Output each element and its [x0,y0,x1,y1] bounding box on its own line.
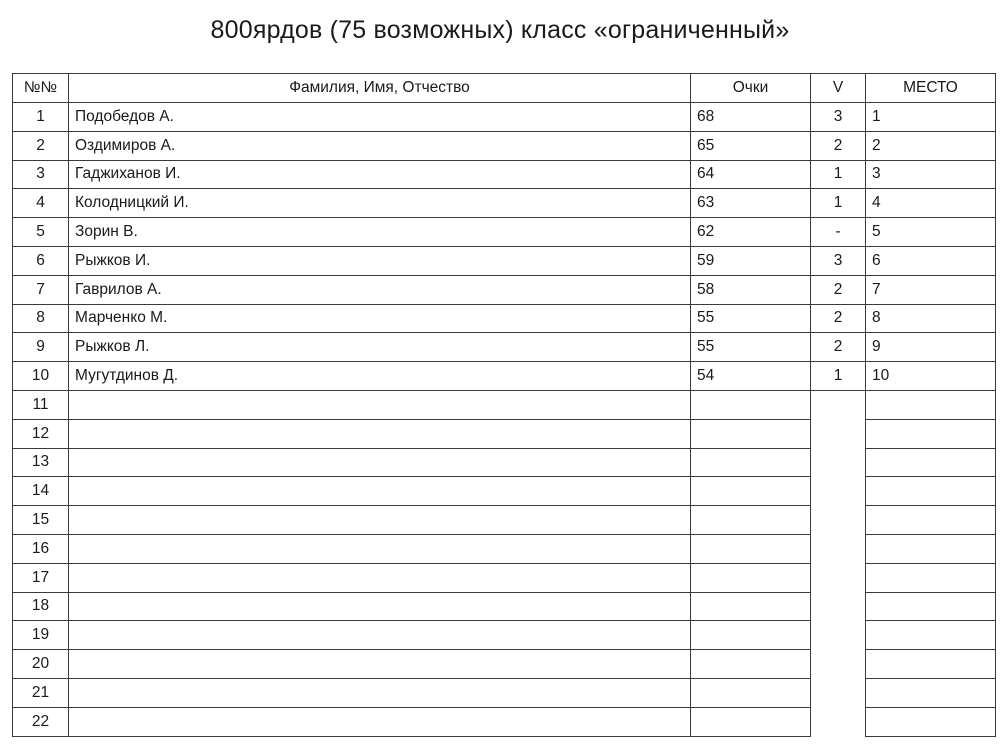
cell-number: 21 [13,678,69,707]
cell-v [811,592,866,621]
cell-score [691,592,811,621]
header-v: V [811,74,866,103]
cell-v [811,563,866,592]
cell-place [866,678,996,707]
cell-v: 1 [811,160,866,189]
cell-place: 10 [866,362,996,391]
table-row [13,477,996,506]
cell-score [691,448,811,477]
cell-place: 5 [866,218,996,247]
table-row [13,304,996,333]
cell-score: 62 [691,218,811,247]
header-name: Фамилия, Имя, Отчество [69,74,691,103]
cell-place [866,650,996,679]
table-row [13,534,996,563]
cell-place [866,477,996,506]
cell-place [866,506,996,535]
cell-v: 2 [811,304,866,333]
cell-name: Зорин В. [69,218,691,247]
table-row [13,650,996,679]
cell-place [866,592,996,621]
table-row [13,390,996,419]
cell-score [691,621,811,650]
cell-place: 8 [866,304,996,333]
table-body [13,103,996,737]
table-row [13,678,996,707]
table-row [13,103,996,132]
cell-name: Мугутдинов Д. [69,362,691,391]
cell-v [811,390,866,419]
cell-score [691,477,811,506]
cell-v [811,707,866,736]
cell-score [691,506,811,535]
cell-number: 5 [13,218,69,247]
cell-v [811,621,866,650]
cell-name [69,563,691,592]
cell-number: 7 [13,275,69,304]
cell-score: 54 [691,362,811,391]
cell-name: Подобедов А. [69,103,691,132]
cell-name [69,534,691,563]
cell-name: Гаврилов А. [69,275,691,304]
table-row [13,707,996,736]
cell-v [811,448,866,477]
table-row [13,419,996,448]
cell-place [866,419,996,448]
table-row [13,218,996,247]
cell-name [69,419,691,448]
table-row [13,506,996,535]
cell-name [69,390,691,419]
cell-number: 1 [13,103,69,132]
cell-place [866,534,996,563]
cell-v: 3 [811,246,866,275]
cell-name: Гаджиханов И. [69,160,691,189]
cell-number: 22 [13,707,69,736]
cell-number: 12 [13,419,69,448]
cell-v [811,678,866,707]
cell-score [691,678,811,707]
cell-v: 2 [811,275,866,304]
cell-v: 2 [811,131,866,160]
table-row [13,246,996,275]
cell-score: 68 [691,103,811,132]
cell-place: 6 [866,246,996,275]
header-place: МЕСТО [866,74,996,103]
cell-score [691,563,811,592]
table-row [13,189,996,218]
cell-place: 7 [866,275,996,304]
cell-v [811,506,866,535]
cell-number: 6 [13,246,69,275]
cell-name [69,448,691,477]
table-row [13,160,996,189]
cell-place: 9 [866,333,996,362]
table-row [13,448,996,477]
cell-place: 2 [866,131,996,160]
cell-name [69,678,691,707]
cell-score: 64 [691,160,811,189]
cell-v: 2 [811,333,866,362]
cell-place: 4 [866,189,996,218]
cell-number: 20 [13,650,69,679]
cell-score [691,707,811,736]
cell-v [811,419,866,448]
header-row [13,74,996,103]
cell-name: Колодницкий И. [69,189,691,218]
cell-place: 3 [866,160,996,189]
cell-number: 11 [13,390,69,419]
cell-number: 18 [13,592,69,621]
cell-v [811,650,866,679]
table-row [13,275,996,304]
cell-place [866,563,996,592]
cell-place [866,390,996,419]
cell-number: 14 [13,477,69,506]
cell-number: 3 [13,160,69,189]
cell-name [69,506,691,535]
cell-name [69,707,691,736]
cell-place [866,707,996,736]
cell-number: 15 [13,506,69,535]
cell-number: 9 [13,333,69,362]
table-row [13,131,996,160]
header-score: Очки [691,74,811,103]
cell-name [69,592,691,621]
cell-name: Рыжков Л. [69,333,691,362]
cell-name [69,477,691,506]
cell-number: 17 [13,563,69,592]
table-row [13,563,996,592]
cell-place [866,621,996,650]
cell-number: 16 [13,534,69,563]
cell-score: 65 [691,131,811,160]
cell-score: 58 [691,275,811,304]
cell-score: 55 [691,333,811,362]
cell-number: 4 [13,189,69,218]
cell-v: 1 [811,189,866,218]
cell-v [811,534,866,563]
cell-v: 1 [811,362,866,391]
cell-score [691,390,811,419]
header-number: №№ [13,74,69,103]
cell-v: - [811,218,866,247]
cell-number: 8 [13,304,69,333]
cell-v: 3 [811,103,866,132]
cell-score: 59 [691,246,811,275]
cell-score: 63 [691,189,811,218]
cell-score [691,419,811,448]
cell-name: Оздимиров А. [69,131,691,160]
cell-number: 13 [13,448,69,477]
document-title: 800ярдов (75 возможных) класс «ограниченный» [210,16,790,44]
table-row [13,592,996,621]
cell-name: Марченко М. [69,304,691,333]
cell-score [691,534,811,563]
cell-name [69,621,691,650]
cell-v [811,477,866,506]
cell-number: 10 [13,362,69,391]
table-row [13,621,996,650]
table-row [13,362,996,391]
table-row [13,333,996,362]
cell-number: 2 [13,131,69,160]
cell-place [866,448,996,477]
cell-name: Рыжков И. [69,246,691,275]
cell-number: 19 [13,621,69,650]
cell-score [691,650,811,679]
results-table [12,73,996,737]
cell-name [69,650,691,679]
cell-place: 1 [866,103,996,132]
cell-score: 55 [691,304,811,333]
